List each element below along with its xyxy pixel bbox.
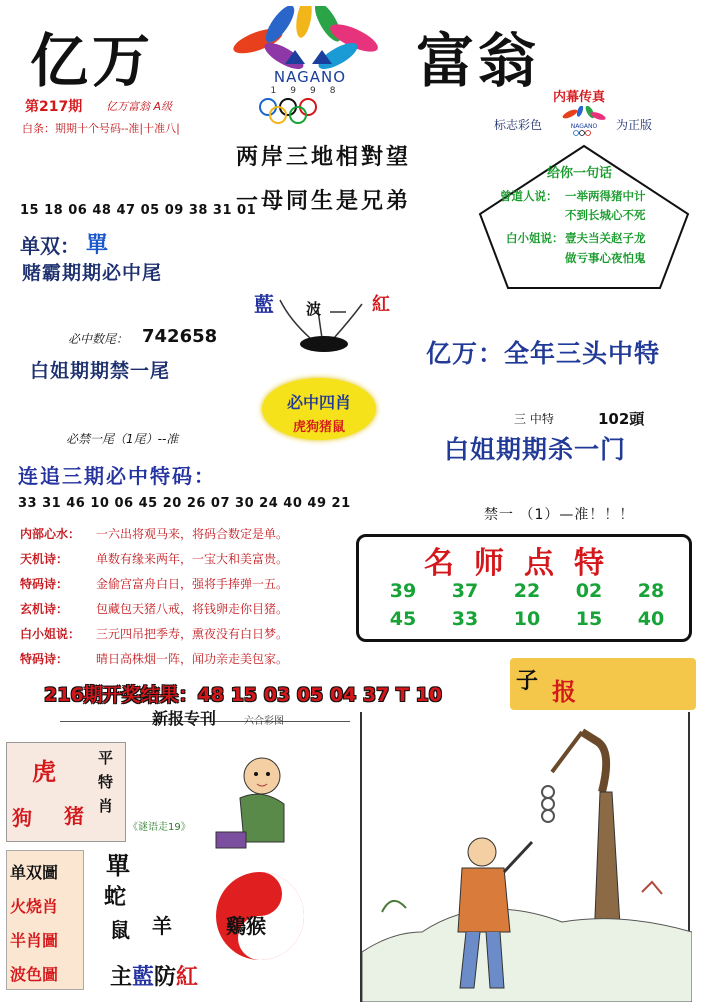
poem-text: 晴日高株烟一阵，闻功亲走美包家。	[96, 652, 289, 666]
result-text: 216期开奖结果：48 15 03 05 04 37 T 10	[44, 684, 443, 706]
main-guard-line	[110, 960, 198, 991]
fax-q1-label: 曾道人说：	[500, 189, 558, 203]
slogan-line2: 一母同生是兄弟	[236, 188, 412, 214]
poem-label: 内部心水：	[20, 527, 81, 541]
poem-text: 三元四吊把季寿，熏夜没有白日梦。	[96, 627, 289, 641]
small-tag: 《谜语走19》	[128, 822, 191, 833]
snake-label: 蛇	[104, 884, 127, 910]
label-single-double: 单双圖	[10, 863, 59, 882]
single-label: 單	[106, 851, 130, 880]
four-zodiac-animals: 虎狗猪鼠	[292, 420, 345, 435]
main-label: 主	[110, 965, 133, 990]
pick-number: 15	[575, 608, 603, 630]
fax-title: 内幕传真	[553, 90, 606, 105]
poem-label: 白小姐说：	[20, 627, 81, 641]
side-label: 平特肖	[98, 749, 114, 815]
tiger-label: 虎	[32, 757, 56, 786]
fax-q1-text2: 不到长城心不死	[565, 208, 646, 222]
poem-row	[20, 547, 288, 572]
chase-numbers: 33 31 46 10 06 45 20 26 07 30 24 40 49 21	[18, 496, 351, 511]
pick-number: 33	[451, 608, 479, 630]
brand-small: 亿万富翁 A级	[106, 100, 173, 113]
poem-list	[20, 522, 288, 672]
story-illustration	[360, 712, 690, 1002]
fax-left: 标志彩色	[494, 118, 543, 132]
wave-mid: 波	[306, 300, 322, 318]
pick-number: 37	[451, 580, 479, 602]
pick-number: 39	[389, 580, 417, 602]
svg-text:NAGANO: NAGANO	[570, 123, 598, 130]
label-list	[10, 856, 58, 992]
pig-label: 猪	[64, 804, 84, 828]
issue-number: 第217期	[25, 99, 83, 115]
must-tail-label: 必中数尾：	[68, 332, 129, 346]
ban-tail-label: 必禁一尾（1尾）--准	[66, 432, 179, 446]
master-pick-title: 名师点特	[424, 546, 624, 581]
poem-label: 天机诗：	[20, 552, 69, 566]
bao-label: 报	[552, 677, 576, 706]
three-hits-label: 三 中特	[514, 412, 554, 426]
olympic-rings-icon	[254, 98, 364, 128]
title-right: 富翁	[416, 27, 541, 95]
ban-one: 禁一 （1）—准！！！	[484, 507, 635, 523]
must-tail-value: 742658	[142, 326, 218, 347]
poem-label: 特码诗：	[20, 577, 69, 591]
poem-label: 特码诗：	[20, 652, 69, 666]
poem-row	[20, 597, 288, 622]
pick-number: 45	[389, 608, 417, 630]
three-heads: 亿万：全年三头中特	[426, 339, 661, 368]
guard-red: 紅	[176, 965, 199, 990]
three-hits-line: 白姐期期杀一门	[444, 435, 627, 464]
dog-label: 狗	[12, 806, 32, 830]
main-blue: 藍	[132, 965, 155, 990]
subtitle: 白条：期期十个号码--准|十准八|	[22, 122, 180, 135]
nagano-logo	[210, 6, 410, 124]
cartoon-kid-icon	[200, 748, 300, 862]
guard-label: 防	[154, 965, 177, 990]
fax-heading: 给你一句话	[547, 166, 613, 181]
sheep-label: 羊	[152, 914, 172, 938]
label-fire: 火烧肖	[10, 897, 59, 916]
single-double-value: 單	[86, 233, 109, 258]
poem-row	[20, 647, 288, 672]
logo-text: NAGANO	[273, 68, 347, 86]
zi-label: 子	[516, 668, 539, 694]
poem-row	[20, 622, 288, 647]
title-left: 亿万	[30, 27, 155, 95]
fax-right: 为正版	[616, 118, 653, 132]
poem-text: 包藏包天猪八戒，将钱卵走你目猪。	[96, 602, 289, 616]
rat-label: 鼠	[110, 918, 130, 942]
single-double-label: 单双：	[20, 234, 80, 258]
rooster-monkey-label: 鷄猴	[226, 914, 266, 938]
pick-number: 28	[637, 580, 665, 602]
wave-blue: 藍	[254, 292, 274, 316]
poem-row	[20, 522, 288, 547]
poem-text: 单数有缘来两年，一宝大和美富贵。	[96, 552, 289, 566]
poem-text: 一六出将观马来，将码合数定是单。	[96, 527, 289, 541]
small-logo-icon	[556, 106, 612, 140]
poem-label: 玄机诗：	[20, 602, 69, 616]
wave-red: 紅	[372, 294, 390, 315]
brand-name: 新报专刊	[152, 709, 217, 728]
fax-q2-text: 壹夫当关赵子龙	[565, 231, 646, 245]
label-half: 半肖圖	[10, 931, 59, 950]
must-tail-line: 白姐期期禁一尾	[30, 360, 171, 382]
fax-q2-text2: 做亏事心夜怕鬼	[565, 251, 646, 265]
fax-q1-text: 一举两得猪中计	[565, 189, 646, 203]
three-hits-value: 102頭	[598, 410, 645, 428]
master-pick-grid	[372, 580, 682, 630]
four-zodiac-title: 必中四肖	[286, 393, 351, 412]
pick-number: 22	[513, 580, 541, 602]
brand-sub: 六合彩图	[244, 716, 284, 727]
pick-number: 02	[575, 580, 603, 602]
label-wave: 波色圖	[10, 965, 59, 984]
slogan-line1: 两岸三地相對望	[236, 144, 412, 170]
fax-q2-label: 白小姐说：	[506, 231, 564, 245]
tail-line: 赌霸期期必中尾	[22, 262, 163, 284]
logo-year: 1998	[270, 86, 350, 96]
pick-number: 40	[637, 608, 665, 630]
poem-text: 金偷宫富舟白日，强将手捧弹一五。	[96, 577, 289, 591]
numbers-row1: 15 18 06 48 47 05 09 38 31 01	[20, 203, 257, 218]
pick-number: 10	[513, 608, 541, 630]
chase-title: 连追三期必中特码：	[18, 464, 216, 488]
poem-row	[20, 572, 288, 597]
